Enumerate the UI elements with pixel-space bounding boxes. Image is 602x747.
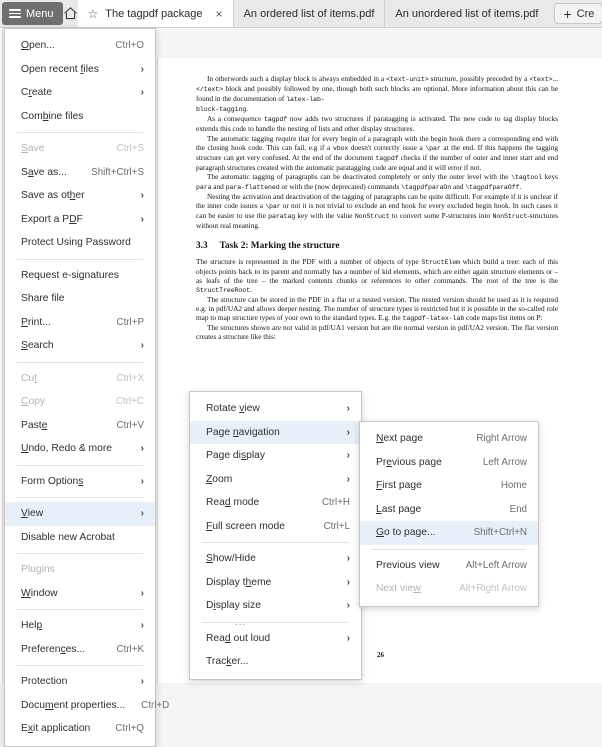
- page-navigation-submenu[interactable]: [359, 421, 539, 607]
- pagenav-item-last-page[interactable]: [360, 498, 538, 522]
- menu-separator: [17, 259, 143, 260]
- view-item-page-navigation[interactable]: [190, 421, 361, 445]
- menu-item-label: Create: [21, 87, 52, 99]
- menu-item-label: Combine files: [21, 110, 84, 122]
- menu-item-label: Preferences...: [21, 643, 86, 655]
- star-icon[interactable]: ☆: [87, 6, 99, 21]
- menu-separator: [17, 609, 143, 610]
- view-item-zoom[interactable]: [190, 468, 361, 492]
- menu-item-label: Window: [21, 587, 58, 599]
- menu-item-accelerator: Ctrl+C: [115, 396, 144, 408]
- chevron-right-icon: ›: [140, 87, 144, 99]
- pagenav-item-first-page[interactable]: [360, 474, 538, 498]
- view-item-tracker[interactable]: [190, 650, 361, 674]
- chevron-right-icon: ›: [346, 632, 350, 644]
- home-icon: [63, 6, 78, 21]
- browser-tab-bar: [0, 0, 602, 28]
- menu-item-label: Read out loud: [206, 632, 271, 644]
- tab-an-unordered-list-of-items[interactable]: [384, 0, 548, 27]
- paragraph: The automatic tagging require that for every begin of a paragraph with the begin hook there a corresponding end with the closing hook code. This can fail, e.g if a vbox doesn't correctly issue a \par at the end. If this happens the tagging structure can get very confused. At the end of the document tagpdf checks if the number of outer and inner start and end paragraph structures created with the automatic paratagging code are equal and it will error if not.: [196, 133, 559, 172]
- menu-item-accelerator: Home: [500, 480, 527, 492]
- menu-item-view[interactable]: [5, 502, 155, 526]
- menu-item-label: Plugins: [21, 564, 55, 576]
- menu-item-accelerator: Ctrl+D: [141, 699, 170, 711]
- menu-item-label: Undo, Redo & more: [21, 443, 113, 455]
- section-heading: [196, 242, 558, 251]
- menu-item-label: Page navigation: [206, 426, 280, 438]
- heading-text: Task 2: Marking the structure: [219, 240, 340, 251]
- pagenav-item-previous-page[interactable]: [360, 451, 538, 475]
- pagenav-item-next-view: [360, 577, 538, 601]
- menu-separator: [17, 553, 143, 554]
- menu-item-label: Save: [21, 143, 45, 155]
- menu-item-label: Open...: [21, 40, 55, 52]
- menu-item-label: Form Options: [21, 475, 84, 487]
- menu-item-label: Exit application: [21, 723, 91, 735]
- chevron-right-icon: ›: [140, 340, 144, 352]
- chevron-right-icon: ›: [346, 576, 350, 588]
- menu-button-label: Menu: [26, 7, 54, 20]
- menu-item-create[interactable]: [5, 81, 155, 105]
- menu-item-label: Read mode: [206, 497, 260, 509]
- menu-item-disable-new-acrobat[interactable]: [5, 526, 155, 550]
- menu-item-label: Tracker...: [206, 656, 249, 668]
- menu-separator: [202, 622, 349, 623]
- paragraph: In otherwords such a display block is always embedded in a <text-unit> structure, possibly preceded by a <text>...</text> block and possibly followed by one, though both such blocks are optional. More information about this can be found in the documentation of latex-lab- block-tagging.: [196, 74, 558, 114]
- chevron-right-icon: ›: [346, 450, 350, 462]
- chevron-right-icon: ›: [140, 213, 144, 225]
- chevron-right-icon: ›: [346, 473, 350, 485]
- menu-item-label: Share file: [21, 293, 65, 305]
- chevron-right-icon: ›: [140, 676, 144, 688]
- menu-item-label: Protect Using Password: [21, 237, 131, 249]
- menu-item-form-options[interactable]: [5, 470, 155, 494]
- menu-item-protect-using-password[interactable]: [5, 231, 155, 255]
- menu-item-label: Previous page: [376, 456, 442, 468]
- menu-item-label: Display size: [206, 600, 261, 612]
- menu-item-label: Protection: [21, 676, 68, 688]
- view-item-show-hide[interactable]: [190, 547, 361, 571]
- chevron-right-icon: ›: [140, 475, 144, 487]
- menu-item-open-recent-files[interactable]: [5, 58, 155, 82]
- menu-separator: [202, 542, 349, 543]
- menu-separator: [17, 465, 143, 466]
- menu-separator: [17, 362, 143, 363]
- chevron-right-icon: ›: [140, 63, 144, 75]
- menu-item-label: Show/Hide: [206, 553, 256, 565]
- menu-item-accelerator: Ctrl+O: [115, 40, 144, 52]
- menu-item-label: Help: [21, 620, 43, 632]
- menu-item-label: View: [21, 508, 44, 520]
- menu-item-print[interactable]: [5, 311, 155, 335]
- menu-item-copy: [5, 390, 155, 414]
- chevron-right-icon: ›: [346, 553, 350, 565]
- tab-the-tagpdf-package[interactable]: [78, 0, 233, 27]
- pagenav-item-next-page[interactable]: [360, 427, 538, 451]
- menu-item-label: Paste: [21, 419, 48, 431]
- menu-item-accelerator: Alt+Left Arrow: [465, 559, 527, 571]
- pagenav-item-previous-view[interactable]: [360, 554, 538, 578]
- hamburger-icon: [9, 9, 21, 18]
- view-item-read-mode[interactable]: [190, 491, 361, 515]
- menu-item-open[interactable]: [5, 34, 155, 58]
- menu-item-accelerator: Ctrl+Q: [115, 723, 144, 735]
- heading-number: 3.3: [196, 240, 208, 251]
- menu-item-undo-redo-more[interactable]: [5, 437, 155, 461]
- view-item-rotate-view[interactable]: [190, 397, 361, 421]
- menu-item-save-as[interactable]: [5, 161, 155, 185]
- overflow-dots: ...: [235, 617, 247, 628]
- tab-label: An ordered list of items.pdf: [243, 7, 375, 20]
- menu-item-label: Save as...: [21, 166, 67, 178]
- menu-item-export-a-pdf[interactable]: [5, 208, 155, 232]
- menu-item-save: [5, 137, 155, 161]
- chevron-right-icon: ›: [140, 587, 144, 599]
- chevron-right-icon: ›: [346, 403, 350, 415]
- view-item-page-display[interactable]: [190, 444, 361, 468]
- menu-item-label: Go to page...: [376, 527, 436, 539]
- menu-item-exit-application[interactable]: [5, 717, 155, 741]
- menu-item-accelerator: Ctrl+X: [116, 372, 144, 384]
- paragraph: The structure can be stored in the PDF in a flat or a nested version. The nested version should be used as it is required e.g. in pdf/UA2 and allows deeper nesting. The number of structure types is restricted but it is possible in the so-called role map to map structure types of your own to the standard types. E.g. the tagpdf-latex-lab code maps list items on P:: [196, 294, 558, 323]
- menu-separator: [17, 497, 143, 498]
- main-menu[interactable]: [4, 28, 170, 747]
- left-rail: [0, 28, 3, 683]
- menu-item-accelerator: Right Arrow: [476, 433, 527, 445]
- chevron-right-icon: ›: [140, 190, 144, 202]
- chevron-right-icon: ›: [140, 620, 144, 632]
- paragraph: The structures shown are not valid in pdf/UA1 version but are the normal version in pdf/UA2 version. The flat version creates a structure like this:: [196, 323, 558, 342]
- menu-item-preferences[interactable]: [5, 638, 155, 662]
- view-item-display-theme[interactable]: [190, 571, 361, 595]
- menu-item-label: Export a PDF: [21, 213, 83, 225]
- document-text: [196, 74, 558, 341]
- chevron-right-icon: ›: [140, 508, 144, 520]
- menu-item-window[interactable]: [5, 582, 155, 606]
- menu-item-label: Open recent files: [21, 63, 99, 75]
- menu-item-label: Page display: [206, 450, 265, 462]
- home-button[interactable]: [63, 0, 78, 27]
- menu-item-accelerator: Left Arrow: [482, 456, 527, 468]
- menu-item-plugins: [5, 558, 155, 582]
- menu-item-combine-files[interactable]: [5, 105, 155, 129]
- menu-separator: [17, 132, 143, 133]
- view-item-full-screen-mode[interactable]: [190, 515, 361, 539]
- menu-item-accelerator: Ctrl+V: [116, 419, 144, 431]
- menu-item-label: Disable new Acrobat: [21, 531, 115, 543]
- menu-item-help[interactable]: [5, 614, 155, 638]
- menu-item-label: Previous view: [376, 559, 440, 571]
- menu-item-label: Search: [21, 340, 54, 352]
- paragraph: The structure is represented in the PDF with a number of objects of type StructElem which build a tree: each of this objects points back to its parent and normally has a number of kid elements, which are either again structure elements or – as leafs of the tree – the marked contents chunks or references to other commands. The root of the tree is the StructTreeRoot.: [196, 256, 558, 294]
- menu-item-document-properties[interactable]: [5, 694, 170, 718]
- paragraph: As a consequence tagpdf now adds two structures if paratagging is activated. The new code to tag display blocks extends this code to handle the nesting of lists and other display structures.: [196, 114, 558, 134]
- menu-item-label: Zoom: [206, 473, 233, 485]
- menu-item-label: First page: [376, 480, 422, 492]
- view-item-read-out-loud[interactable]: [190, 627, 361, 651]
- new-tab-label: Cre: [576, 7, 595, 20]
- new-tab-button[interactable]: [554, 3, 602, 24]
- menu-item-accelerator: Shift+Ctrl+N: [473, 527, 527, 539]
- tab-label: The tagpdf package: [105, 7, 203, 20]
- menu-item-accelerator: Ctrl+P: [116, 316, 144, 328]
- page-number: 26: [377, 651, 384, 659]
- menu-item-label: Print...: [21, 316, 51, 328]
- menu-item-search[interactable]: [5, 334, 155, 358]
- plus-icon: +: [563, 5, 572, 22]
- menu-item-accelerator: Ctrl+S: [116, 143, 144, 155]
- menu-item-protection[interactable]: [5, 670, 155, 694]
- pagenav-item-go-to-page[interactable]: [360, 521, 538, 545]
- menu-item-label: Copy: [21, 396, 46, 408]
- menu-item-request-e-signatures[interactable]: [5, 264, 155, 288]
- tab-an-ordered-list-of-items[interactable]: [233, 0, 385, 27]
- menu-button[interactable]: [2, 2, 63, 25]
- view-submenu[interactable]: [189, 391, 362, 680]
- menu-item-label: Save as other: [21, 190, 85, 202]
- menu-item-label: Last page: [376, 503, 422, 515]
- paragraph: The automatic tagging of paragraphs can be deactivated completely or only the outer level with the \tagtool keys para and para-flattened or with the (now deprecated) commands \tagpdfparaOn and \tagpdfparaOff.: [196, 171, 558, 192]
- chevron-right-icon: ›: [140, 443, 144, 455]
- close-icon[interactable]: ×: [215, 6, 223, 21]
- menu-item-label: Request e-signatures: [21, 269, 119, 281]
- tab-label: An unordered list of items.pdf: [395, 7, 539, 20]
- menu-item-accelerator: Ctrl+L: [323, 520, 350, 532]
- menu-item-label: Full screen mode: [206, 520, 285, 532]
- menu-separator: [372, 549, 526, 550]
- menu-item-cut: [5, 367, 155, 391]
- menu-item-label: Document properties...: [21, 699, 126, 711]
- menu-separator: [17, 665, 143, 666]
- chevron-right-icon: ›: [346, 600, 350, 612]
- menu-item-accelerator: Alt+Right Arrow: [459, 583, 527, 595]
- menu-item-paste[interactable]: [5, 414, 155, 438]
- menu-item-label: Cut: [21, 372, 38, 384]
- menu-item-accelerator: Shift+Ctrl+S: [91, 166, 144, 178]
- menu-item-accelerator: Ctrl+K: [116, 643, 144, 655]
- menu-item-save-as-other[interactable]: [5, 184, 155, 208]
- menu-item-accelerator: Ctrl+H: [321, 497, 350, 509]
- menu-item-label: Display theme: [206, 576, 272, 588]
- menu-item-label: Next page: [376, 433, 423, 445]
- menu-item-share-file[interactable]: [5, 287, 155, 311]
- chevron-right-icon: ›: [346, 426, 350, 438]
- menu-item-label: Next view: [376, 583, 421, 595]
- menu-item-accelerator: End: [509, 503, 527, 515]
- menu-item-label: Rotate view: [206, 403, 260, 415]
- view-item-display-size[interactable]: [190, 594, 361, 618]
- paragraph: Nesting the activation and deactivation of the tagging of paragraphs can be quite difficult. For example if it is unclear if the inner code issues a \par or not it is not trivial to exclude an end hook for every excluded begin hook. In such cases it can be easier to use the paratag key with the value NonStruct to convert some P-structures into NonStruct-structures without real meaning.: [196, 192, 558, 231]
